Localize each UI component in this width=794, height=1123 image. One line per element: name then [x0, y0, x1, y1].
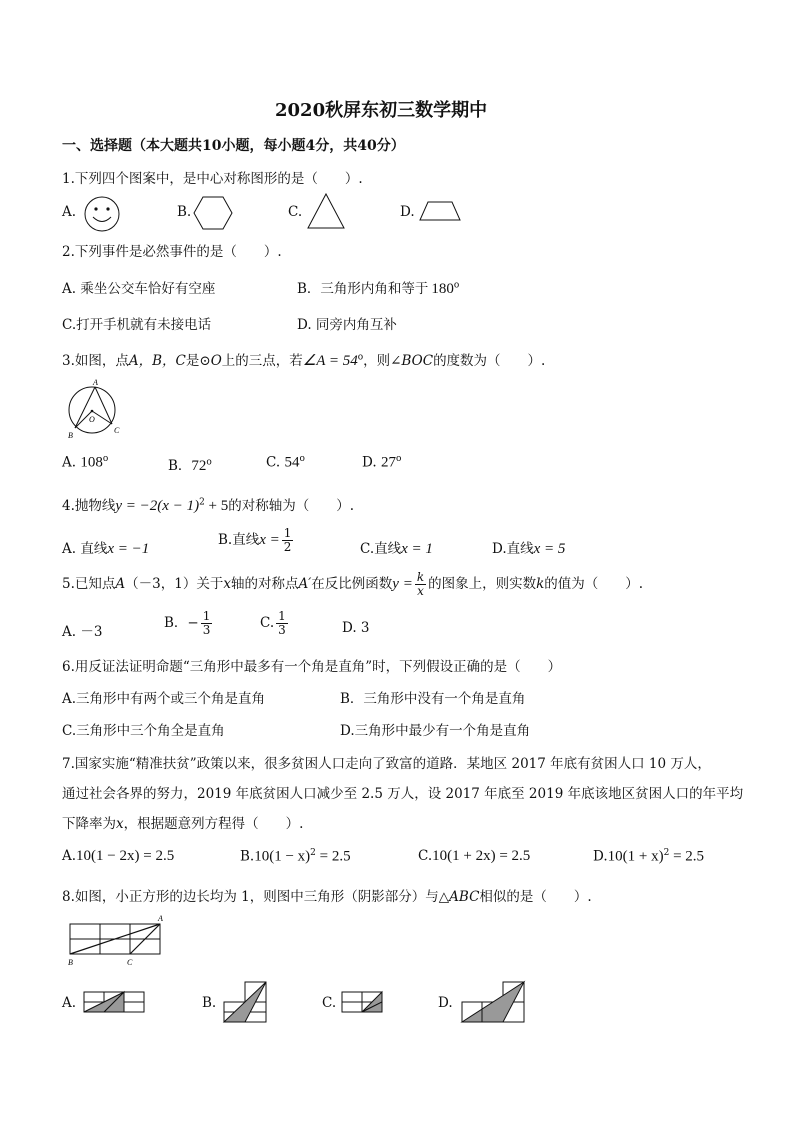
q3-text: ，则∠ [363, 353, 402, 369]
q5-text: 5.已知点 [62, 576, 116, 592]
label-c: C [114, 426, 120, 435]
q4-option-b [218, 527, 295, 554]
label-c: C [127, 958, 133, 967]
circle-diagram [62, 378, 124, 440]
q6-option-b: B．三角形中没有一个角是直角 [340, 691, 526, 707]
q5-point: A [115, 576, 126, 592]
q2-option-a: A. 乘坐公交车恰好有空座 [62, 281, 216, 297]
option-value: x = [259, 532, 280, 548]
q7-option-a [62, 848, 174, 865]
degree-mark: o [102, 454, 109, 464]
q5-axis: x [223, 576, 231, 592]
q7-x: x [116, 816, 124, 832]
question-7-line-1: 7.国家实施“精准扶贫”政策以来，很多贫困人口走向了致富的道路．某地区 2017 年底有贫困人口 10 万人， [62, 756, 711, 772]
q5-point-prime: A′ [298, 576, 312, 592]
degree-mark: o [299, 454, 305, 464]
q7-option-b [240, 848, 351, 866]
q6-option-c: C.三角形中三个角全是直角 [62, 723, 225, 739]
option-value: x = 5 [533, 541, 566, 557]
degree-mark: o [395, 454, 402, 464]
q4-option-c [360, 537, 433, 558]
denominator: x [417, 584, 424, 598]
q8-text: 8.如图，小正方形的边长均为 1，则图中三角形（阴影部分）与△ [62, 889, 450, 905]
label-o: O [89, 415, 95, 424]
option-label: D. [362, 454, 377, 471]
q5-text: 的图象上，则实数 [428, 576, 537, 592]
q4-text: 的对称轴为（ ）. [228, 498, 355, 514]
label-b: B [68, 431, 73, 440]
q7-option-d [593, 848, 704, 866]
option-d-grid-figure [460, 980, 528, 1026]
option-value: 27 [380, 454, 396, 471]
section-heading: 一、选择题（本大题共10小题，每小题4分，共40分） [62, 138, 405, 154]
question-2-stem: 2.下列事件是必然事件的是（ ）. [62, 244, 282, 260]
q3-option-a [62, 454, 108, 472]
label-a: A [93, 378, 98, 387]
option-label: B.直线 [218, 532, 260, 548]
question-7-line-3 [62, 812, 303, 832]
degree-mark: o [453, 280, 460, 291]
q3-text: 的度数为（ ）. [433, 353, 546, 369]
q4-text: 4.抛物线 [62, 498, 116, 514]
option-value: 54 [284, 454, 300, 471]
option-label: A. [62, 454, 77, 471]
q4-formula: y = −2(x − 1) [115, 498, 200, 514]
q8-text: 相似的是（ ）. [479, 889, 592, 905]
question-4-stem [62, 494, 354, 515]
label-a: A [158, 914, 163, 923]
denominator: 2 [283, 540, 292, 554]
q3-text: 上的三点，若 [221, 353, 303, 369]
q5-option-a: A. －3 [62, 624, 103, 640]
option-b-grid-figure [222, 980, 270, 1026]
option-label: C. [418, 848, 433, 864]
option-label: A. [62, 848, 77, 864]
option-formula-end: = 2.5 [669, 848, 705, 865]
denominator: 3 [278, 623, 286, 637]
q2-option-b [297, 277, 459, 298]
q4-option-a [62, 537, 149, 558]
q5-c-fraction [276, 610, 288, 637]
question-8-stem [62, 885, 592, 905]
option-value: 108 [80, 454, 103, 471]
degree-mark: o [357, 352, 364, 363]
q3-option-d [362, 454, 401, 472]
q8-option-a-label: A. [62, 995, 77, 1011]
q3-text: 3.如图，点 [62, 353, 129, 369]
q5-text: 轴的对称点 [230, 576, 299, 592]
numerator: k [416, 570, 425, 584]
option-value: x = 1 [401, 541, 433, 557]
numerator: 1 [283, 526, 292, 540]
option-value: x = −1 [107, 541, 150, 557]
q1-option-b-label: B. [177, 204, 192, 220]
exponent: 2 [663, 848, 670, 858]
q1-option-c-label: C. [288, 204, 303, 220]
option-formula: 10(1 − 2x) = 2.5 [76, 848, 175, 864]
q1-option-a-label: A. [62, 204, 77, 220]
q4-fraction [282, 527, 294, 554]
q2-option-d: D. 同旁内角互补 [297, 317, 397, 333]
q3-angle-boc: BOC [401, 353, 434, 369]
q7-option-c [418, 848, 530, 865]
option-label: B. [240, 848, 255, 865]
option-a-grid-figure [82, 990, 148, 1014]
q4-option-d [492, 537, 565, 558]
q5-text: 在反比例函数 [311, 576, 393, 592]
q2-option-b-text: B．三角形内角和等于 [297, 281, 429, 297]
numerator: 1 [202, 609, 211, 623]
option-label: C.直线 [360, 541, 402, 557]
q8-option-b-label: B. [202, 995, 217, 1011]
q6-option-d: D.三角形中最少有一个角是直角 [340, 723, 531, 739]
question-5-stem [62, 571, 643, 598]
q1-option-d-label: D. [400, 204, 415, 220]
q4-formula-end: + 5 [204, 498, 229, 514]
hexagon-icon [192, 195, 234, 231]
option-value: 72 [191, 458, 207, 474]
exponent: 2 [310, 848, 316, 858]
option-formula: 10(1 − x) [254, 848, 311, 865]
q3-option-b [168, 454, 212, 475]
question-6-stem: 6.用反证法证明命题“三角形中最多有一个角是直角”时，下列假设正确的是（ ） [62, 659, 562, 675]
q8-option-d-label: D. [438, 995, 453, 1011]
option-formula: 10(1 + 2x) = 2.5 [432, 848, 531, 864]
grid-triangle-abc-diagram [64, 912, 174, 968]
question-7-line-2: 通过社会各界的努力，2019 年底贫困人口减少至 2.5 万人，设 2017 年底至 2019 年底该地区贫困人口的年平均 [62, 786, 744, 802]
trapezoid-icon [418, 200, 462, 222]
option-label: C. [260, 615, 275, 631]
denominator: 3 [202, 623, 211, 637]
q3-circle-name: O [210, 353, 222, 369]
triangle-icon [306, 192, 346, 230]
q2-option-b-value: 180 [431, 281, 454, 297]
q4-exponent: 2 [199, 497, 205, 508]
q5-option-b [164, 610, 214, 637]
q5-k: k [536, 576, 545, 592]
option-c-grid-figure [340, 990, 386, 1014]
option-label: D.直线 [492, 541, 534, 557]
option-label: B．− [164, 615, 199, 631]
option-label: B． [168, 458, 192, 474]
q3-points: A，B，C [128, 353, 186, 369]
q3-text: 是⊙ [185, 353, 211, 369]
q5-function: y = [392, 576, 413, 592]
option-label: A. 直线 [62, 541, 108, 557]
q7-text: ，根据题意列方程得（ ）. [123, 816, 304, 832]
q5-text: （－3，1）关于 [125, 576, 224, 592]
option-label: D. [593, 848, 608, 865]
q8-triangle: ABC [449, 889, 480, 905]
q6-option-a: A.三角形中有两个或三个角是直角 [62, 691, 266, 707]
option-label: C. [266, 454, 281, 471]
q5-b-fraction [201, 610, 213, 637]
q2-option-c: C.打开手机就有未接电话 [62, 317, 212, 333]
q8-option-c-label: C. [322, 995, 337, 1011]
degree-mark: o [206, 457, 212, 468]
q5-fraction [415, 571, 426, 598]
numerator: 1 [278, 609, 286, 623]
question-3-stem [62, 349, 545, 370]
smiley-face-icon [82, 194, 122, 234]
option-formula-end: = 2.5 [315, 848, 351, 865]
q5-option-d: D. 3 [342, 620, 370, 636]
q3-angle: ∠A = 54 [302, 353, 358, 369]
q5-text: 的值为（ ）. [544, 576, 644, 592]
question-1-stem: 1.下列四个图案中，是中心对称图形的是（ ）. [62, 171, 363, 187]
page-title: 2020秋屏东初三数学期中 [275, 100, 488, 121]
label-b: B [68, 958, 73, 967]
q3-option-c [266, 454, 305, 472]
q5-option-c [260, 610, 290, 637]
option-formula: 10(1 + x) [607, 848, 664, 865]
q7-text: 下降率为 [62, 816, 116, 832]
